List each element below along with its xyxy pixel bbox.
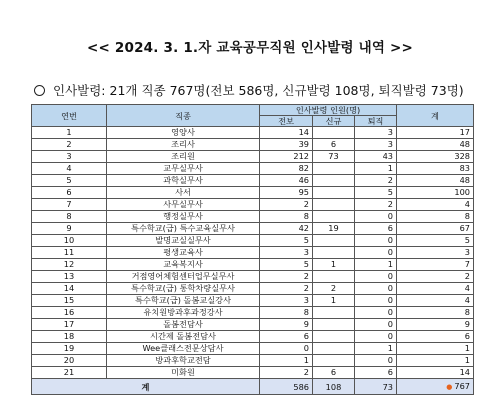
summary-text: 인사발령: 21개 직종 767명(전보 586명, 신규발령 108명, 퇴직발령 73명) <box>53 83 464 98</box>
cell-transfer: 212 <box>260 151 313 163</box>
total-transfer: 586 <box>260 379 313 395</box>
total-row <box>32 379 474 395</box>
cell-no: 11 <box>32 247 107 259</box>
cell-transfer: 46 <box>260 175 313 187</box>
cell-new: 19 <box>313 223 355 235</box>
header-no: 연번 <box>32 105 107 127</box>
cell-total: 83 <box>397 163 474 175</box>
cell-total: 7 <box>397 259 474 271</box>
cell-job: 특수학교(급) 통학차량실무사 <box>107 283 260 295</box>
cell-retire: 0 <box>355 247 397 259</box>
cell-transfer: 2 <box>260 367 313 379</box>
header-new: 신규 <box>313 116 355 127</box>
table-row <box>32 271 474 283</box>
cell-transfer: 39 <box>260 139 313 151</box>
cell-total: 17 <box>397 127 474 139</box>
table-row <box>32 139 474 151</box>
page-title: << 2024. 3. 1.자 교육공무직원 인사발령 내역 >> <box>86 40 414 56</box>
total-total-value: 767 <box>454 381 471 391</box>
cell-job: 특수학교(급) 특수교육실무사 <box>107 223 260 235</box>
table-row <box>32 283 474 295</box>
cell-retire: 0 <box>355 271 397 283</box>
cell-retire: 2 <box>355 199 397 211</box>
table-row <box>32 235 474 247</box>
cell-new <box>313 319 355 331</box>
cell-new <box>313 307 355 319</box>
cell-total: 4 <box>397 199 474 211</box>
cell-transfer: 5 <box>260 259 313 271</box>
cell-total: 4 <box>397 283 474 295</box>
cell-total: 5 <box>397 235 474 247</box>
cell-new <box>313 355 355 367</box>
cell-retire: 6 <box>355 223 397 235</box>
cell-no: 17 <box>32 319 107 331</box>
cell-job: 조리사 <box>107 139 260 151</box>
cell-new <box>313 199 355 211</box>
header-group: 인사발령 인원(명) <box>260 105 397 116</box>
cell-total: 48 <box>397 139 474 151</box>
table-row <box>32 331 474 343</box>
cell-transfer: 3 <box>260 295 313 307</box>
cell-job: 과학실무사 <box>107 175 260 187</box>
cell-job: 미화원 <box>107 367 260 379</box>
cell-transfer: 2 <box>260 283 313 295</box>
cell-retire: 6 <box>355 367 397 379</box>
cell-retire: 0 <box>355 319 397 331</box>
cell-no: 10 <box>32 235 107 247</box>
total-label: 계 <box>32 379 260 395</box>
cell-job: 돌봄전담사 <box>107 319 260 331</box>
cell-job: 시간제 돌봄전담사 <box>107 331 260 343</box>
cell-job: 평생교육사 <box>107 247 260 259</box>
cell-retire: 43 <box>355 151 397 163</box>
table-row <box>32 259 474 271</box>
summary-line <box>34 81 464 99</box>
cell-transfer: 6 <box>260 331 313 343</box>
cell-no: 9 <box>32 223 107 235</box>
cell-total: 2 <box>397 271 474 283</box>
cell-new <box>313 343 355 355</box>
table-row <box>32 223 474 235</box>
cell-no: 21 <box>32 367 107 379</box>
table-row <box>32 319 474 331</box>
cell-retire: 0 <box>355 283 397 295</box>
table-row <box>32 343 474 355</box>
cell-total: 1 <box>397 355 474 367</box>
cell-transfer: 14 <box>260 127 313 139</box>
cell-job: 유치원방과후과정강사 <box>107 307 260 319</box>
cell-new <box>313 175 355 187</box>
header-total: 계 <box>397 105 474 127</box>
cell-retire: 1 <box>355 259 397 271</box>
table-row <box>32 127 474 139</box>
cell-transfer: 82 <box>260 163 313 175</box>
cell-total: 67 <box>397 223 474 235</box>
table-row <box>32 367 474 379</box>
cell-retire: 0 <box>355 235 397 247</box>
cell-no: 6 <box>32 187 107 199</box>
table-row <box>32 307 474 319</box>
header-transfer: 전보 <box>260 116 313 127</box>
cell-no: 1 <box>32 127 107 139</box>
table-row <box>32 175 474 187</box>
cell-job: 방과후학교전담 <box>107 355 260 367</box>
cell-new <box>313 187 355 199</box>
cell-retire: 2 <box>355 175 397 187</box>
cell-job: 교무실무사 <box>107 163 260 175</box>
cell-job: 조리원 <box>107 151 260 163</box>
dot-marker-icon: ● <box>446 383 453 391</box>
cell-new: 1 <box>313 295 355 307</box>
cell-new <box>313 127 355 139</box>
cell-transfer: 9 <box>260 319 313 331</box>
cell-total: 4 <box>397 295 474 307</box>
cell-no: 16 <box>32 307 107 319</box>
cell-total: 14 <box>397 367 474 379</box>
cell-transfer: 95 <box>260 187 313 199</box>
total-total <box>397 379 474 395</box>
cell-retire: 0 <box>355 331 397 343</box>
cell-total: 9 <box>397 319 474 331</box>
cell-no: 12 <box>32 259 107 271</box>
circle-bullet-icon <box>34 85 45 96</box>
cell-job: 거점영어체험센터업무실무사 <box>107 271 260 283</box>
cell-retire: 0 <box>355 295 397 307</box>
cell-transfer: 0 <box>260 343 313 355</box>
cell-job: 행정실무사 <box>107 211 260 223</box>
header-job: 직종 <box>107 105 260 127</box>
cell-retire: 3 <box>355 139 397 151</box>
cell-new <box>313 247 355 259</box>
cell-new: 6 <box>313 139 355 151</box>
cell-new <box>313 163 355 175</box>
table-row <box>32 295 474 307</box>
header-retire: 퇴직 <box>355 116 397 127</box>
cell-no: 4 <box>32 163 107 175</box>
cell-transfer: 3 <box>260 247 313 259</box>
cell-transfer: 2 <box>260 271 313 283</box>
personnel-table <box>31 104 474 395</box>
cell-no: 20 <box>32 355 107 367</box>
total-retire: 73 <box>355 379 397 395</box>
cell-new: 1 <box>313 259 355 271</box>
cell-new: 2 <box>313 283 355 295</box>
table-row <box>32 163 474 175</box>
cell-total: 8 <box>397 211 474 223</box>
cell-no: 18 <box>32 331 107 343</box>
cell-job: 사무실무사 <box>107 199 260 211</box>
cell-job: 영양사 <box>107 127 260 139</box>
cell-no: 19 <box>32 343 107 355</box>
cell-total: 3 <box>397 247 474 259</box>
cell-total: 1 <box>397 343 474 355</box>
cell-transfer: 8 <box>260 211 313 223</box>
cell-job: 발명교실실무사 <box>107 235 260 247</box>
cell-retire: 0 <box>355 355 397 367</box>
cell-transfer: 1 <box>260 355 313 367</box>
cell-total: 328 <box>397 151 474 163</box>
cell-new <box>313 211 355 223</box>
cell-job: Wee클래스전문상담사 <box>107 343 260 355</box>
cell-transfer: 5 <box>260 235 313 247</box>
cell-retire: 3 <box>355 127 397 139</box>
cell-job: 특수학교(급) 돌봄교실강사 <box>107 295 260 307</box>
cell-no: 14 <box>32 283 107 295</box>
table-row <box>32 355 474 367</box>
cell-transfer: 2 <box>260 199 313 211</box>
cell-retire: 0 <box>355 307 397 319</box>
table-row <box>32 151 474 163</box>
cell-no: 13 <box>32 271 107 283</box>
cell-job: 사서 <box>107 187 260 199</box>
cell-new: 73 <box>313 151 355 163</box>
table-row <box>32 199 474 211</box>
cell-no: 3 <box>32 151 107 163</box>
cell-job: 교육복지사 <box>107 259 260 271</box>
table-row <box>32 247 474 259</box>
cell-transfer: 42 <box>260 223 313 235</box>
cell-no: 2 <box>32 139 107 151</box>
cell-new: 6 <box>313 367 355 379</box>
cell-total: 8 <box>397 307 474 319</box>
cell-no: 5 <box>32 175 107 187</box>
cell-retire: 1 <box>355 343 397 355</box>
cell-no: 7 <box>32 199 107 211</box>
cell-retire: 5 <box>355 187 397 199</box>
cell-total: 100 <box>397 187 474 199</box>
cell-transfer: 8 <box>260 307 313 319</box>
cell-no: 8 <box>32 211 107 223</box>
cell-new <box>313 235 355 247</box>
cell-total: 6 <box>397 331 474 343</box>
cell-retire: 0 <box>355 211 397 223</box>
cell-no: 15 <box>32 295 107 307</box>
cell-retire: 1 <box>355 163 397 175</box>
table-row <box>32 211 474 223</box>
cell-total: 48 <box>397 175 474 187</box>
table-row <box>32 187 474 199</box>
cell-new <box>313 271 355 283</box>
cell-new <box>313 331 355 343</box>
total-new: 108 <box>313 379 355 395</box>
